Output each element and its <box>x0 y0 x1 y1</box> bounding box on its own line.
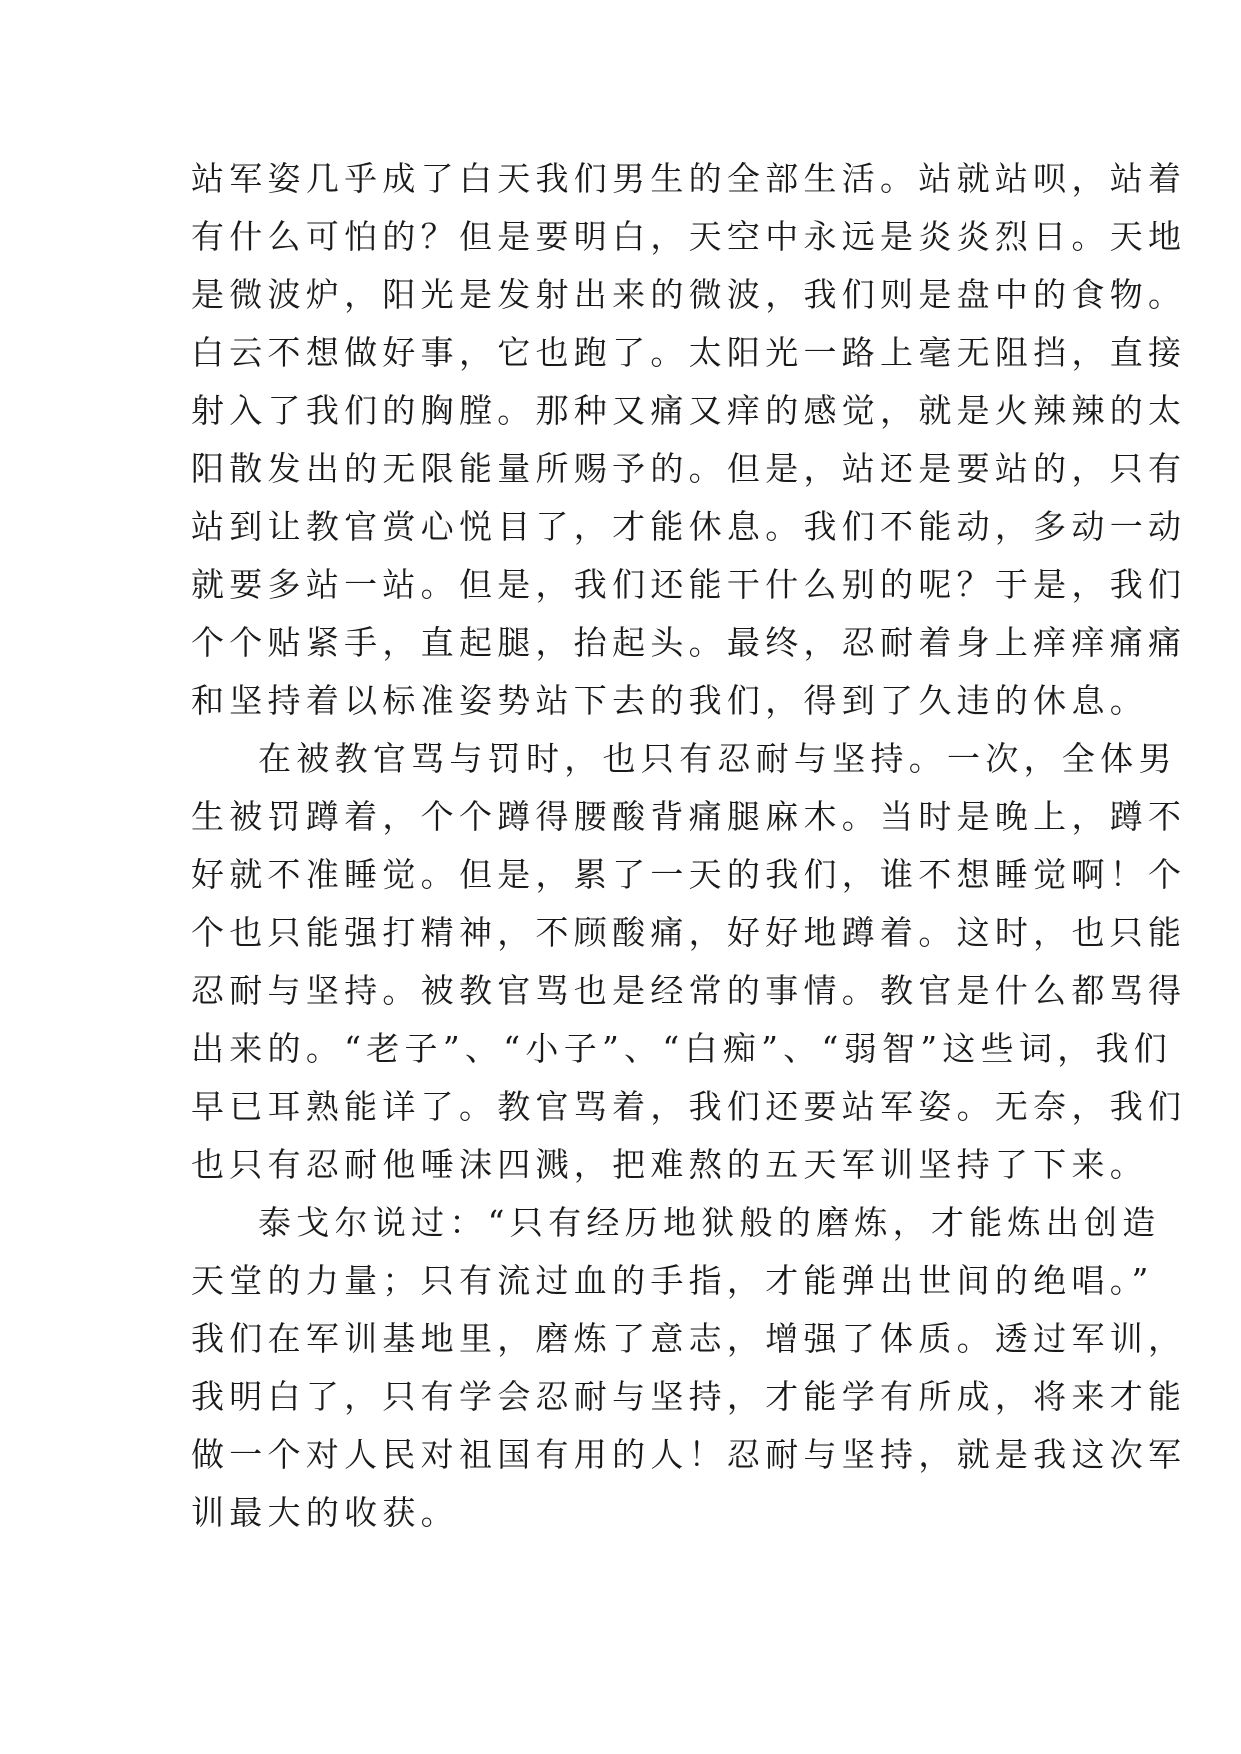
text-line: 出来的。“老子”、“小子”、“白痴”、“弱智”这些词，我们 <box>191 1029 1173 1068</box>
text-line: 个也只能强打精神，不顾酸痛，好好地蹲着。这时，也只能 <box>191 913 1187 952</box>
text-line: 训最大的收获。 <box>191 1493 459 1532</box>
text-line: 做一个对人民对祖国有用的人！忍耐与坚持，就是我这次军 <box>191 1435 1187 1474</box>
text-line: 生被罚蹲着，个个蹲得腰酸背痛腿麻木。当时是晚上，蹲不 <box>191 797 1187 836</box>
text-line: 我们在军训基地里，磨炼了意志，增强了体质。透过军训， <box>191 1319 1187 1358</box>
text-line: 和坚持着以标准姿势站下去的我们，得到了久违的休息。 <box>191 681 1148 720</box>
text-line: 忍耐与坚持。被教官骂也是经常的事情。教官是什么都骂得 <box>191 971 1187 1010</box>
text-line: 个个贴紧手，直起腿，抬起头。最终，忍耐着身上痒痒痛痛 <box>191 623 1187 662</box>
paragraph-first-line: 泰戈尔说过：“只有经历地狱般的磨炼，才能炼出创造 <box>258 1203 1161 1242</box>
text-line: 站到让教官赏心悦目了，才能休息。我们不能动，多动一动 <box>191 507 1187 546</box>
text-line: 站军姿几乎成了白天我们男生的全部生活。站就站呗，站着 <box>191 159 1187 198</box>
text-line: 阳散发出的无限能量所赐予的。但是，站还是要站的，只有 <box>191 449 1187 488</box>
text-line: 射入了我们的胸膛。那种又痛又痒的感觉，就是火辣辣的太 <box>191 391 1187 430</box>
text-line: 也只有忍耐他唾沫四溅，把难熬的五天军训坚持了下来。 <box>191 1145 1148 1184</box>
text-line: 好就不准睡觉。但是，累了一天的我们，谁不想睡觉啊！个 <box>191 855 1187 894</box>
text-line: 有什么可怕的？但是要明白，天空中永远是炎炎烈日。天地 <box>191 217 1187 256</box>
text-line: 早已耳熟能详了。教官骂着，我们还要站军姿。无奈，我们 <box>191 1087 1187 1126</box>
text-line: 天堂的力量；只有流过血的手指，才能弹出世间的绝唱。” <box>191 1261 1154 1300</box>
text-line: 我明白了，只有学会忍耐与坚持，才能学有所成，将来才能 <box>191 1377 1187 1416</box>
text-line: 白云不想做好事，它也跑了。太阳光一路上毫无阻挡，直接 <box>191 333 1187 372</box>
text-line: 就要多站一站。但是，我们还能干什么别的呢？于是，我们 <box>191 565 1187 604</box>
text-line: 是微波炉，阳光是发射出来的微波，我们则是盘中的食物。 <box>191 275 1187 314</box>
paragraph-first-line: 在被教官骂与罚时，也只有忍耐与坚持。一次，全体男 <box>258 739 1177 778</box>
